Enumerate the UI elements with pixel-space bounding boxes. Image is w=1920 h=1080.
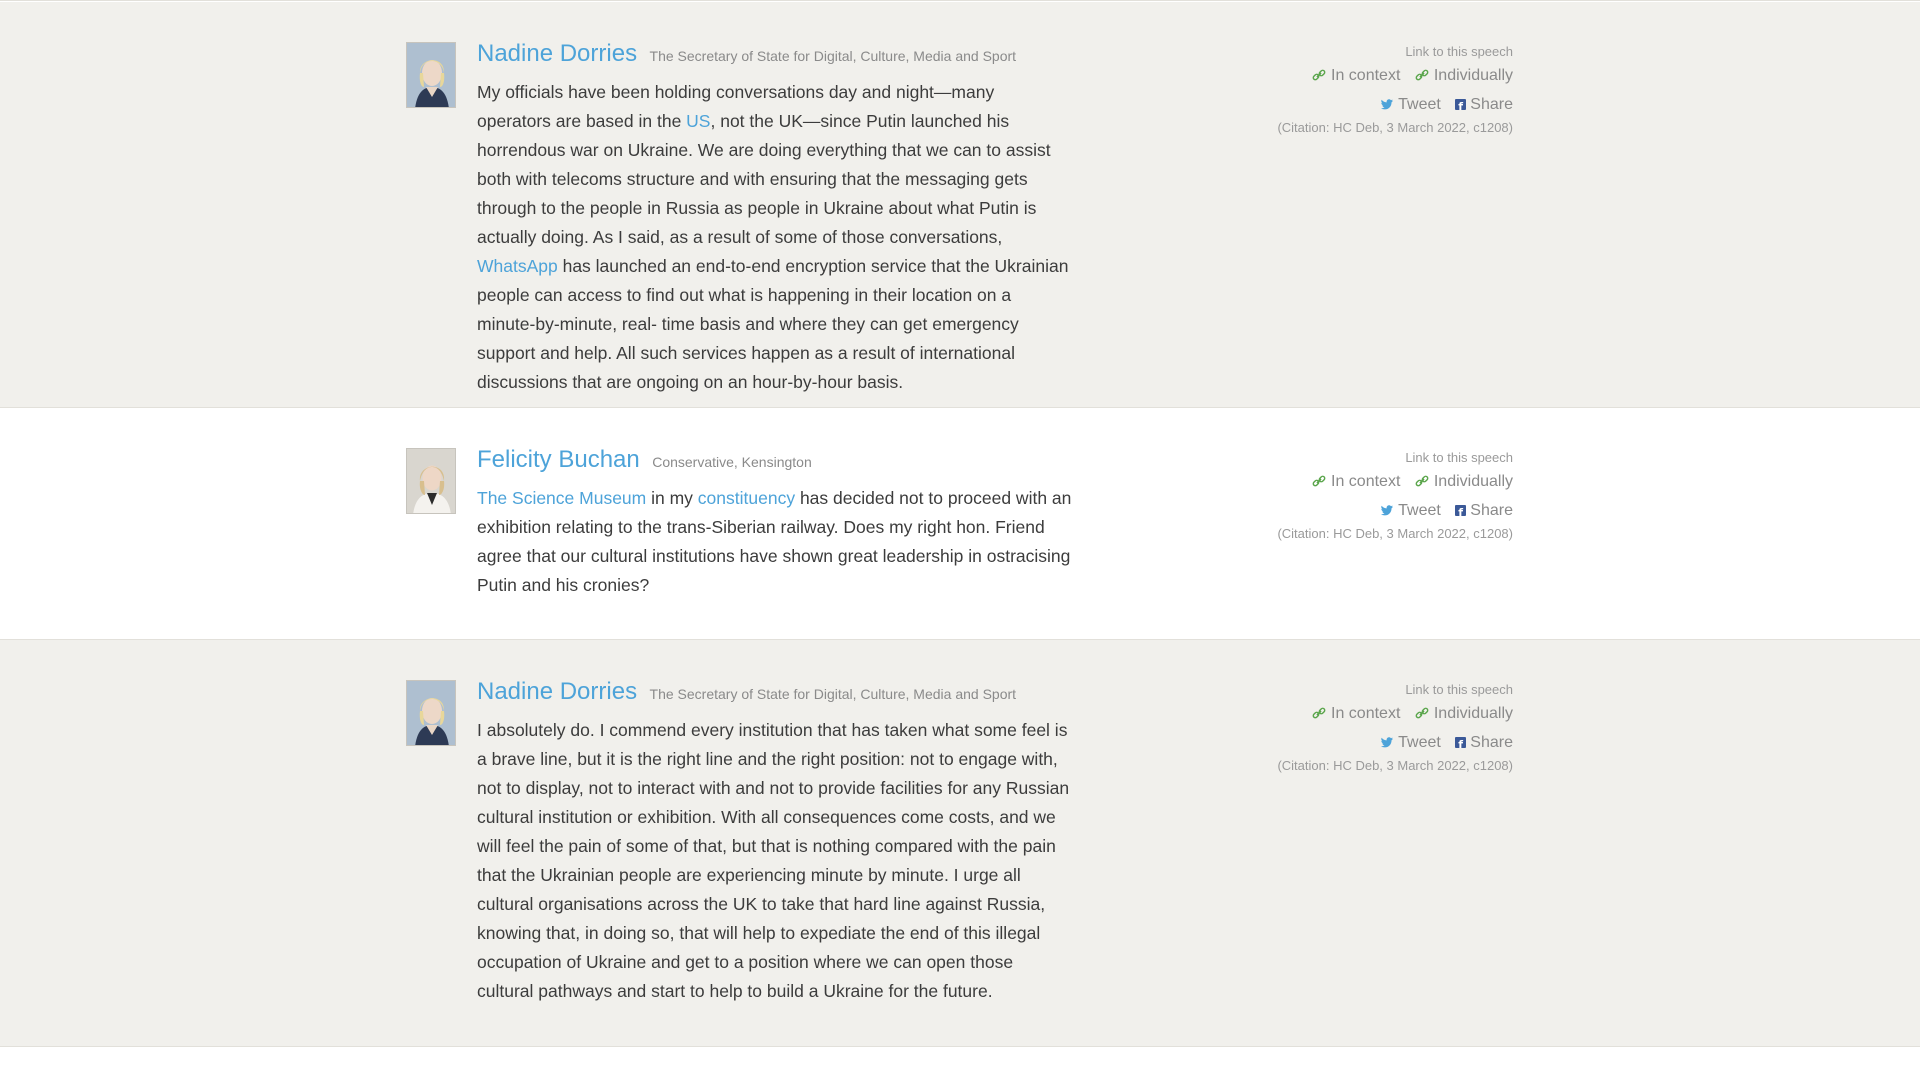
share-button[interactable] <box>1455 734 1513 751</box>
speaker-position: Conservative, Kensington <box>652 454 812 470</box>
speaker-position: The Secretary of State for Digital, Culture, Media and Sport <box>649 686 1017 702</box>
tweet-label: Tweet <box>1398 502 1441 519</box>
tweet-button[interactable] <box>1381 734 1445 751</box>
speaker-avatar[interactable] <box>406 680 456 746</box>
speech-main <box>477 446 1072 600</box>
facebook-icon <box>1455 505 1466 516</box>
citation: (Citation: HC Deb, 3 March 2022, c1208) <box>1277 526 1513 541</box>
citation: (Citation: HC Deb, 3 March 2022, c1208) <box>1277 758 1513 773</box>
speech-main <box>477 40 1072 397</box>
tweet-button[interactable] <box>1381 96 1445 113</box>
speech-block <box>0 2 1920 408</box>
speech-main <box>477 678 1072 1006</box>
individually-link[interactable] <box>1415 473 1513 490</box>
share-label: Share <box>1470 96 1513 113</box>
facebook-icon <box>1455 737 1466 748</box>
glossary-link-constituency[interactable]: constituency <box>697 488 796 508</box>
speech-text <box>477 78 1072 397</box>
speech-block <box>0 408 1920 640</box>
share-button[interactable] <box>1455 96 1513 113</box>
speech-text <box>477 484 1072 600</box>
speaker-position: The Secretary of State for Digital, Culture, Media and Sport <box>649 48 1017 64</box>
glossary-link-science-museum[interactable]: The Science Museum <box>477 488 647 508</box>
speech-links <box>1213 44 1513 136</box>
twitter-bird-icon <box>1381 737 1393 748</box>
speech-block <box>0 640 1920 1047</box>
in-context-label: In context <box>1331 67 1401 84</box>
chain-link-icon <box>1415 69 1429 81</box>
in-context-link[interactable] <box>1312 67 1405 84</box>
share-label: Share <box>1470 734 1513 751</box>
speaker-avatar[interactable] <box>406 448 456 514</box>
speech-links <box>1213 450 1513 542</box>
twitter-bird-icon <box>1381 99 1393 110</box>
chain-link-icon <box>1312 475 1326 487</box>
link-to-speech[interactable]: Link to this speech <box>1405 44 1513 59</box>
link-to-speech[interactable]: Link to this speech <box>1405 682 1513 697</box>
speech-links <box>1213 682 1513 774</box>
tweet-label: Tweet <box>1398 96 1441 113</box>
tweet-button[interactable] <box>1381 502 1445 519</box>
speech-text-segment: My officials have been holding conversations day and night—many operators are based in the <box>477 82 995 131</box>
share-button[interactable] <box>1455 502 1513 519</box>
speaker-avatar[interactable] <box>406 42 456 108</box>
individually-link[interactable] <box>1415 67 1513 84</box>
chain-link-icon <box>1312 69 1326 81</box>
link-to-speech[interactable]: Link to this speech <box>1405 450 1513 465</box>
individually-label: Individually <box>1433 473 1513 490</box>
in-context-link[interactable] <box>1312 705 1405 722</box>
facebook-icon <box>1455 99 1466 110</box>
speech-text-segment: has decided not to proceed with an exhibition relating to the trans-Siberian railway. Does my right hon. Friend agree that our cultural institutions have shown great leadership in ostracising Putin and his cronies? <box>477 488 1072 595</box>
speech-text-segment: , not the UK—since Putin launched his horrendous war on Ukraine. We are doing everything that we can to assist both with telecoms structure and with ensuring that the messaging gets through to the people in Russia as people in Ukraine about what Putin is actually doing. As I said, as a result of some of those conversations, <box>477 111 1051 247</box>
tweet-label: Tweet <box>1398 734 1441 751</box>
speech-text-segment: in my <box>646 488 698 508</box>
speaker-name-link[interactable]: Nadine Dorries <box>477 678 638 705</box>
individually-label: Individually <box>1433 705 1513 722</box>
chain-link-icon <box>1415 707 1429 719</box>
in-context-label: In context <box>1331 473 1401 490</box>
individually-label: Individually <box>1433 67 1513 84</box>
twitter-bird-icon <box>1381 505 1393 516</box>
speech-text-segment: I absolutely do. I commend every institution that has taken what some feel is a brave line, but it is the right line and the right position: not to engage with, not to display, not to interact with and not to provide facilities for any Russian cultural institution or exhibition. With all consequences come costs, and we will feel the pain of some of that, but that is nothing compared with the pain that the Ukrainian people are experiencing minute by minute. I urge all cultural organisations across the UK to take that hard line against Russia, knowing that, in doing so, that will help to expediate the end of this illegal occupation of Ukraine and get to a position where we can open those cultural pathways and start to help to build a Ukraine for the future. <box>477 720 1070 1001</box>
citation: (Citation: HC Deb, 3 March 2022, c1208) <box>1277 120 1513 135</box>
glossary-link-us[interactable]: US <box>686 111 711 131</box>
in-context-label: In context <box>1331 705 1401 722</box>
chain-link-icon <box>1312 707 1326 719</box>
individually-link[interactable] <box>1415 705 1513 722</box>
top-divider <box>0 0 1920 1</box>
in-context-link[interactable] <box>1312 473 1405 490</box>
glossary-link-whatsapp[interactable]: WhatsApp <box>477 256 558 276</box>
chain-link-icon <box>1415 475 1429 487</box>
speech-text-segment: has launched an end-to-end encryption service that the Ukrainian people can access to find out what is happening in their location on a minute-by-minute, real- time basis and where they can get emergency support and help. All such services happen as a result of international discussions that are ongoing on an hour-by-hour basis. <box>477 256 1069 392</box>
share-label: Share <box>1470 502 1513 519</box>
speaker-name-link[interactable]: Nadine Dorries <box>477 40 638 67</box>
speaker-name-link[interactable]: Felicity Buchan <box>477 446 640 473</box>
speech-text <box>477 716 1072 1006</box>
